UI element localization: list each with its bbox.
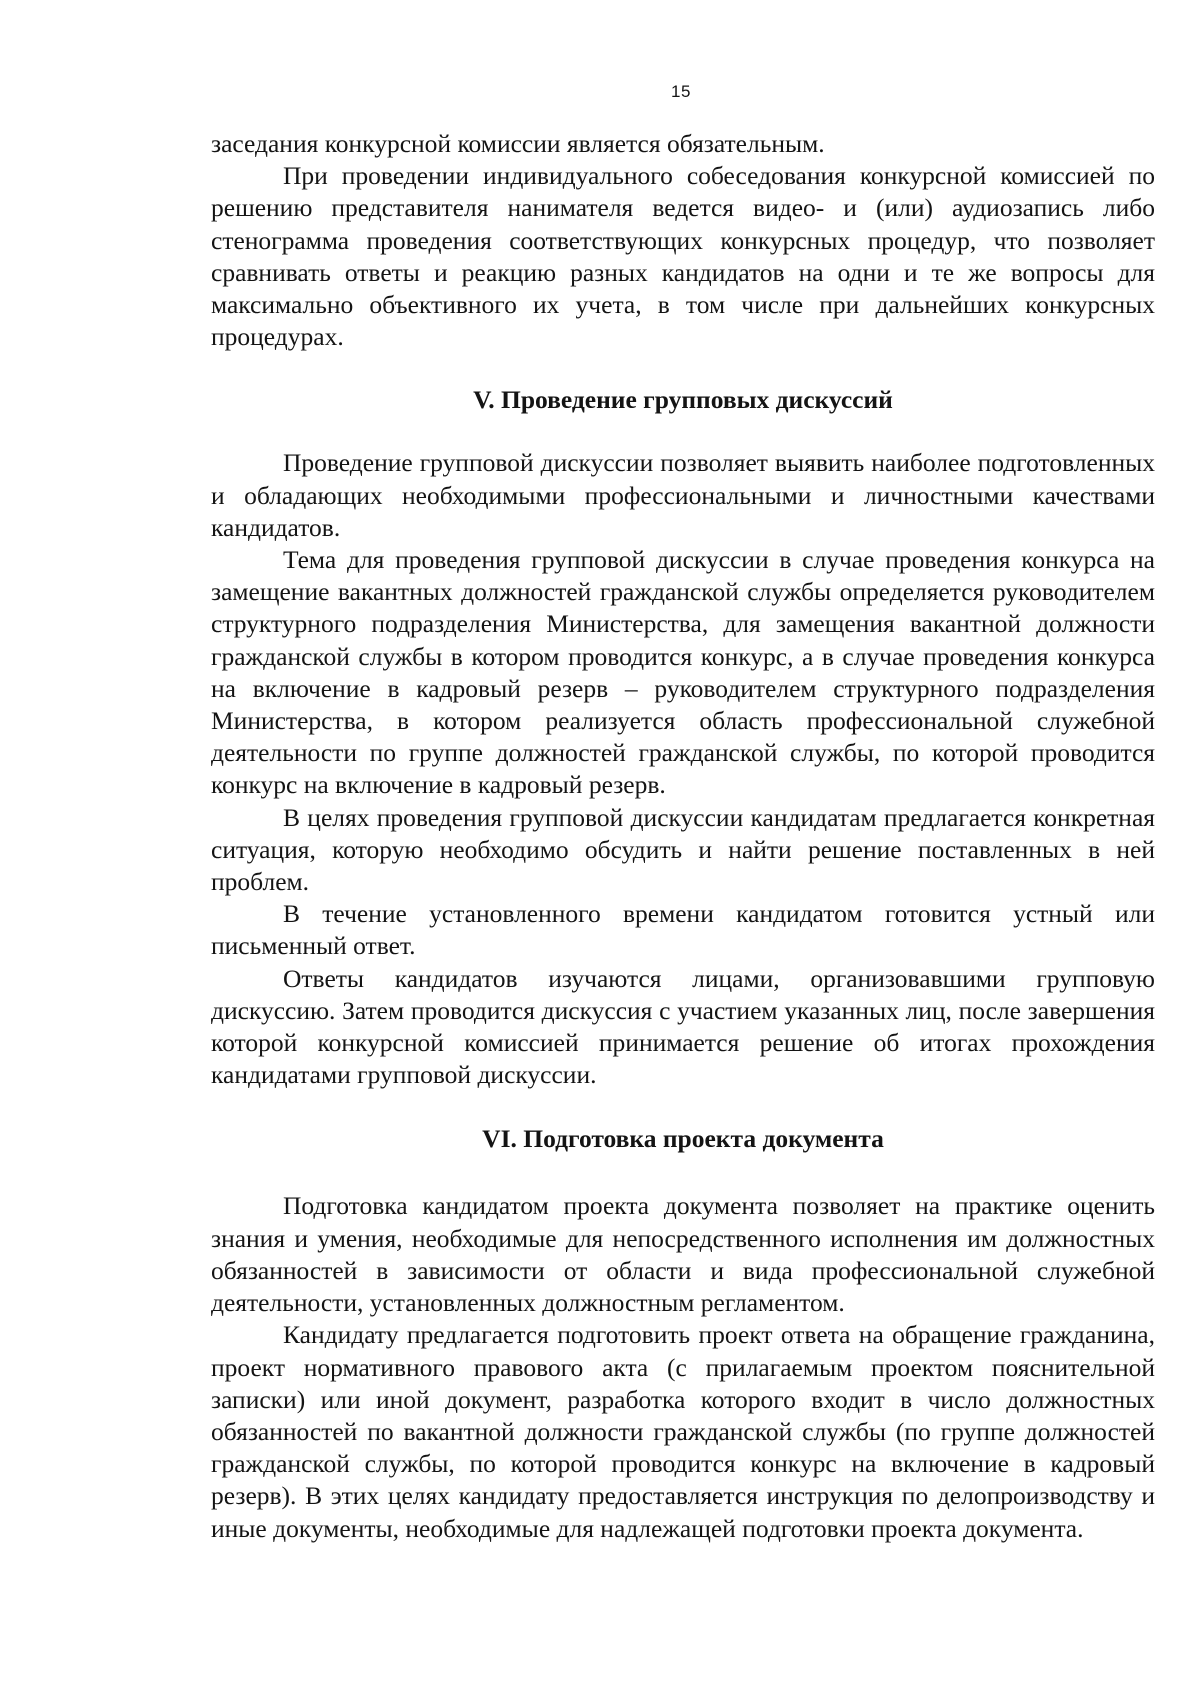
paragraph-interview-recording: При проведении индивидуального собеседования конкурсной комиссией по решению представителя нанимателя ведется видео- и (или) аудиозапись либо стенограмма проведения соответствующих конкурсных процедур, что позволяет сравнивать ответы и реакцию разных кандидатов на одни и те же вопросы для максимально объективного их учета, в том числе при дальнейших конкурсных процедурах. xyxy=(211,161,1155,352)
paragraph-discussion-evaluation: Ответы кандидатов изучаются лицами, организовавшими групповую дискуссию. Затем проводится дискуссия с участием указанных лиц, после завершения которой конкурсной комиссией принимается решение об итогах прохождения кандидатами групповой дискуссии. xyxy=(211,963,1155,1090)
paragraph-discussion-topic: Тема для проведения групповой дискуссии в случае проведения конкурса на замещение вакантных должностей гражданской службы определяется руководителем структурного подразделения Министерства, для замещения вакантной должности гражданской службы в котором проводится конкурс, а в случае проведения конкурса на включение в кадровый резерв – руководителем структурного подразделения Министерства, в котором реализуется область профессиональной служебной деятельности по группе должностей гражданской службы, по которой проводится конкурс на включение в кадровый резерв. xyxy=(211,545,1155,800)
section-heading-draft-document: VI. Подготовка проекта документа xyxy=(482,1124,884,1154)
page-number: 15 xyxy=(671,82,691,101)
document-body xyxy=(211,128,1155,1545)
paragraph-draft-purpose: Подготовка кандидатом проекта документа позволяет на практике оценить знания и умения, необходимые для непосредственного исполнения им должностных обязанностей в зависимости от области и вида профессиональной служебной деятельности, установленных должностным регламентом. xyxy=(211,1191,1155,1318)
paragraph-discussion-answer: В течение установленного времени кандидатом готовится устный или письменный ответ. xyxy=(211,899,1155,961)
paragraph-discussion-situation: В целях проведения групповой дискуссии кандидатам предлагается конкретная ситуация, которую необходимо обсудить и найти решение поставленных в ней проблем. xyxy=(211,802,1155,897)
section-heading-group-discussions: V. Проведение групповых дискуссий xyxy=(473,385,893,415)
paragraph-discussion-purpose: Проведение групповой дискуссии позволяет выявить наиболее подготовленных и обладающих необходимыми профессиональными и личностными качествами кандидатов. xyxy=(211,448,1155,542)
paragraph-draft-task: Кандидату предлагается подготовить проект ответа на обращение гражданина, проект нормативного правового акта (с прилагаемым проектом пояснительной записки) или иной документ, разработка которого входит в число должностных обязанностей по вакантной должности гражданской службы (по группе должностей гражданской службы, по которой проводится конкурс на включение в кадровый резерв). В этих целях кандидату предоставляется инструкция по делопроизводству и иные документы, необходимые для надлежащей подготовки проекта документа. xyxy=(211,1320,1155,1543)
paragraph-continuation: заседания конкурсной комиссии является обязательным. xyxy=(211,129,825,158)
